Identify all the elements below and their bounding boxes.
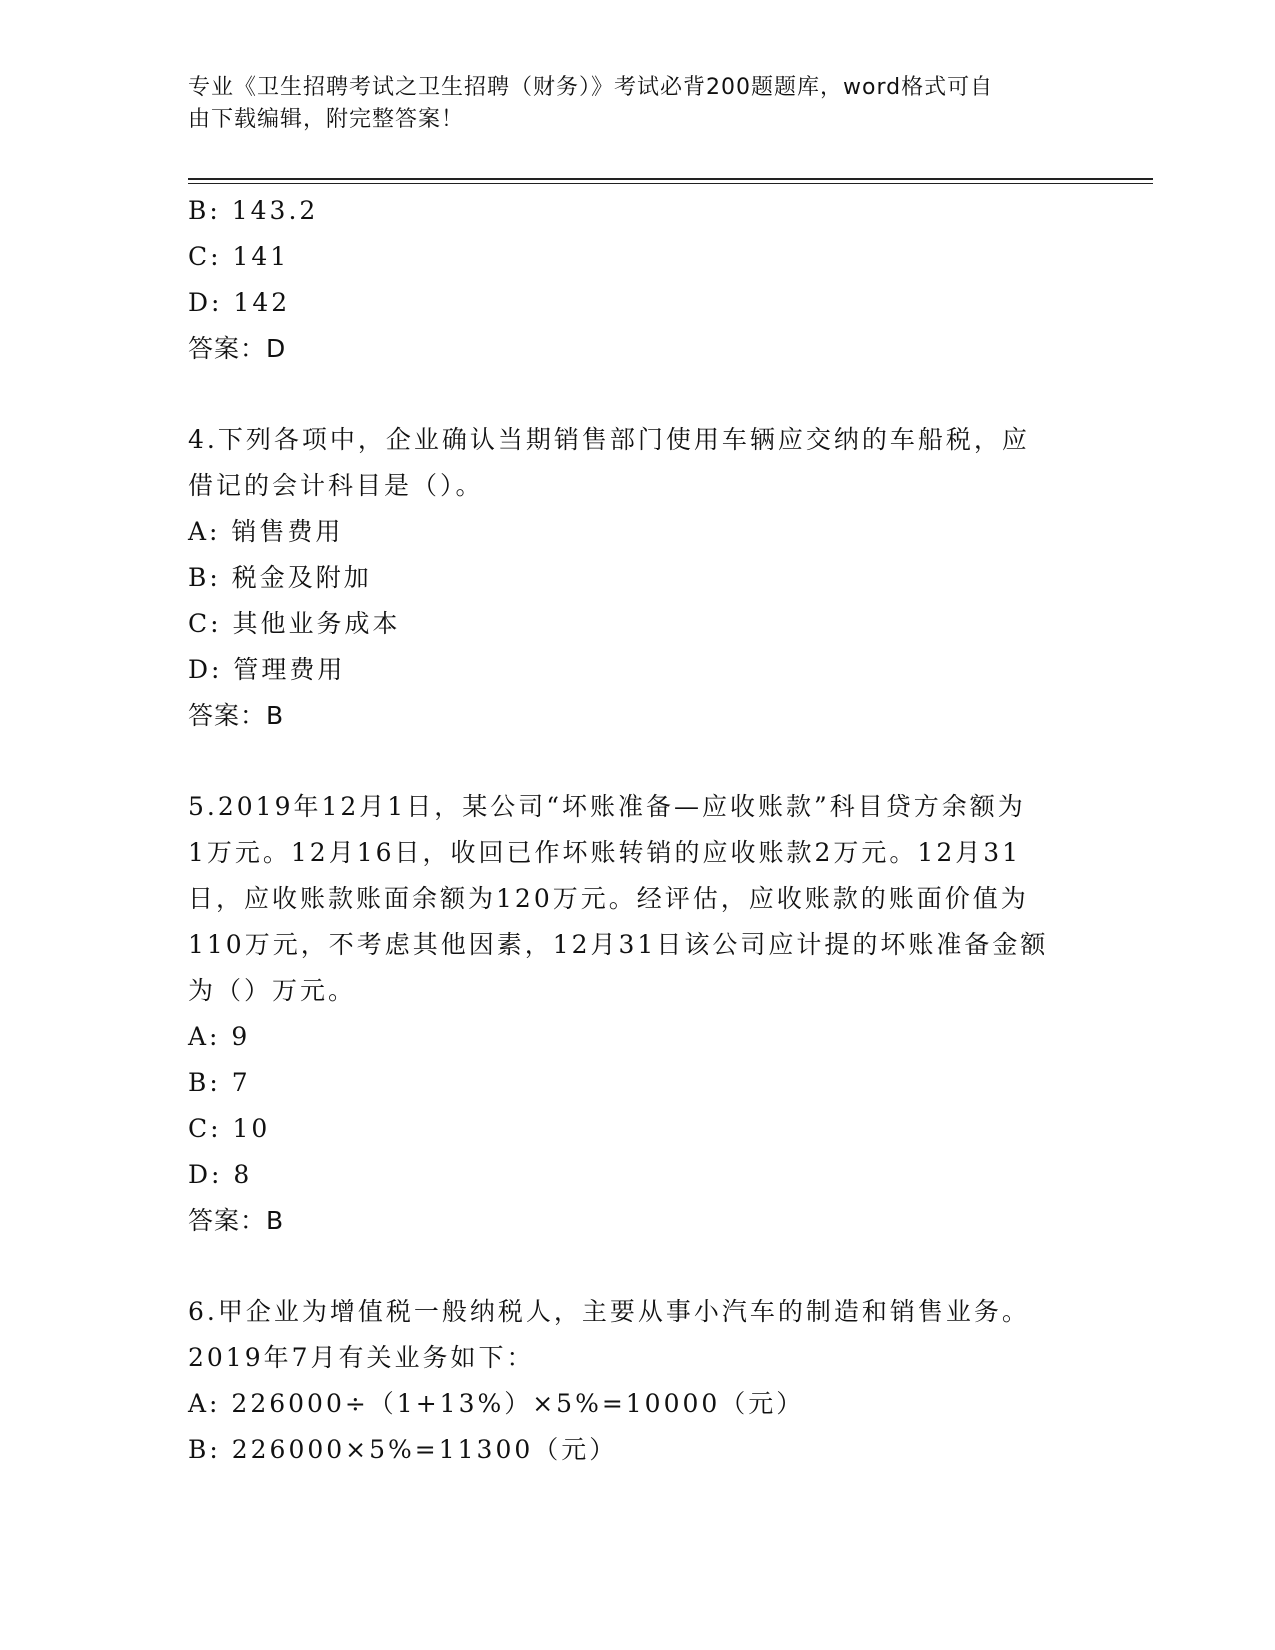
question-text-line: 2019年7月有关业务如下： xyxy=(188,1343,535,1372)
header-divider-thin xyxy=(188,183,1153,184)
answer-line: 答案：D xyxy=(188,334,287,363)
question-text-line: 4.下列各项中，企业确认当期销售部门使用车辆应交纳的车船税，应 xyxy=(188,425,1030,454)
answer-line: 答案：B xyxy=(188,1206,285,1235)
question-text-line: 为（）万元。 xyxy=(188,976,357,1005)
question-text-line: 日，应收账款账面余额为120万元。经评估，应收账款的账面价值为 xyxy=(188,884,1029,913)
option-c: C: 其他业务成本 xyxy=(188,609,401,638)
question-text-line: 1万元。12月16日，收回已作坏账转销的应收账款2万元。12月31 xyxy=(188,838,1022,867)
question-4 xyxy=(188,417,1088,739)
option-a: A: 9 xyxy=(188,1022,251,1051)
question-3 xyxy=(188,188,1088,372)
option-a: A: 226000÷（1+13%）×5%=10000（元） xyxy=(188,1389,805,1418)
option-d: D: 142 xyxy=(188,288,291,317)
header-line-1: 专业《卫生招聘考试之卫生招聘（财务）》考试必背200题题库，word格式可自 xyxy=(188,75,994,100)
option-b: B: 7 xyxy=(188,1068,251,1097)
option-c: C: 10 xyxy=(188,1114,271,1143)
option-d: D: 8 xyxy=(188,1160,253,1189)
option-b: B: 226000×5%=11300（元） xyxy=(188,1435,618,1464)
option-a: A: 销售费用 xyxy=(188,517,344,546)
header-line-2: 由下载编辑，附完整答案！ xyxy=(188,107,465,132)
header-divider-thick xyxy=(188,178,1153,180)
question-text-line: 借记的会计科目是（）。 xyxy=(188,471,484,500)
question-5 xyxy=(188,784,1088,1244)
option-b: B: 143.2 xyxy=(188,196,319,225)
document-body xyxy=(188,188,1088,1473)
document-header xyxy=(188,72,1068,136)
question-text-line: 6.甲企业为增值税一般纳税人，主要从事小汽车的制造和销售业务。 xyxy=(188,1297,1030,1326)
option-c: C: 141 xyxy=(188,242,290,271)
option-b: B: 税金及附加 xyxy=(188,563,372,592)
question-text-line: 5.2019年12月1日，某公司“坏账准备—应收账款”科目贷方余额为 xyxy=(188,792,1026,821)
question-6 xyxy=(188,1289,1088,1473)
answer-line: 答案：B xyxy=(188,701,285,730)
question-text-line: 110万元，不考虑其他因素，12月31日该公司应计提的坏账准备金额 xyxy=(188,930,1049,959)
option-d: D: 管理费用 xyxy=(188,655,346,684)
